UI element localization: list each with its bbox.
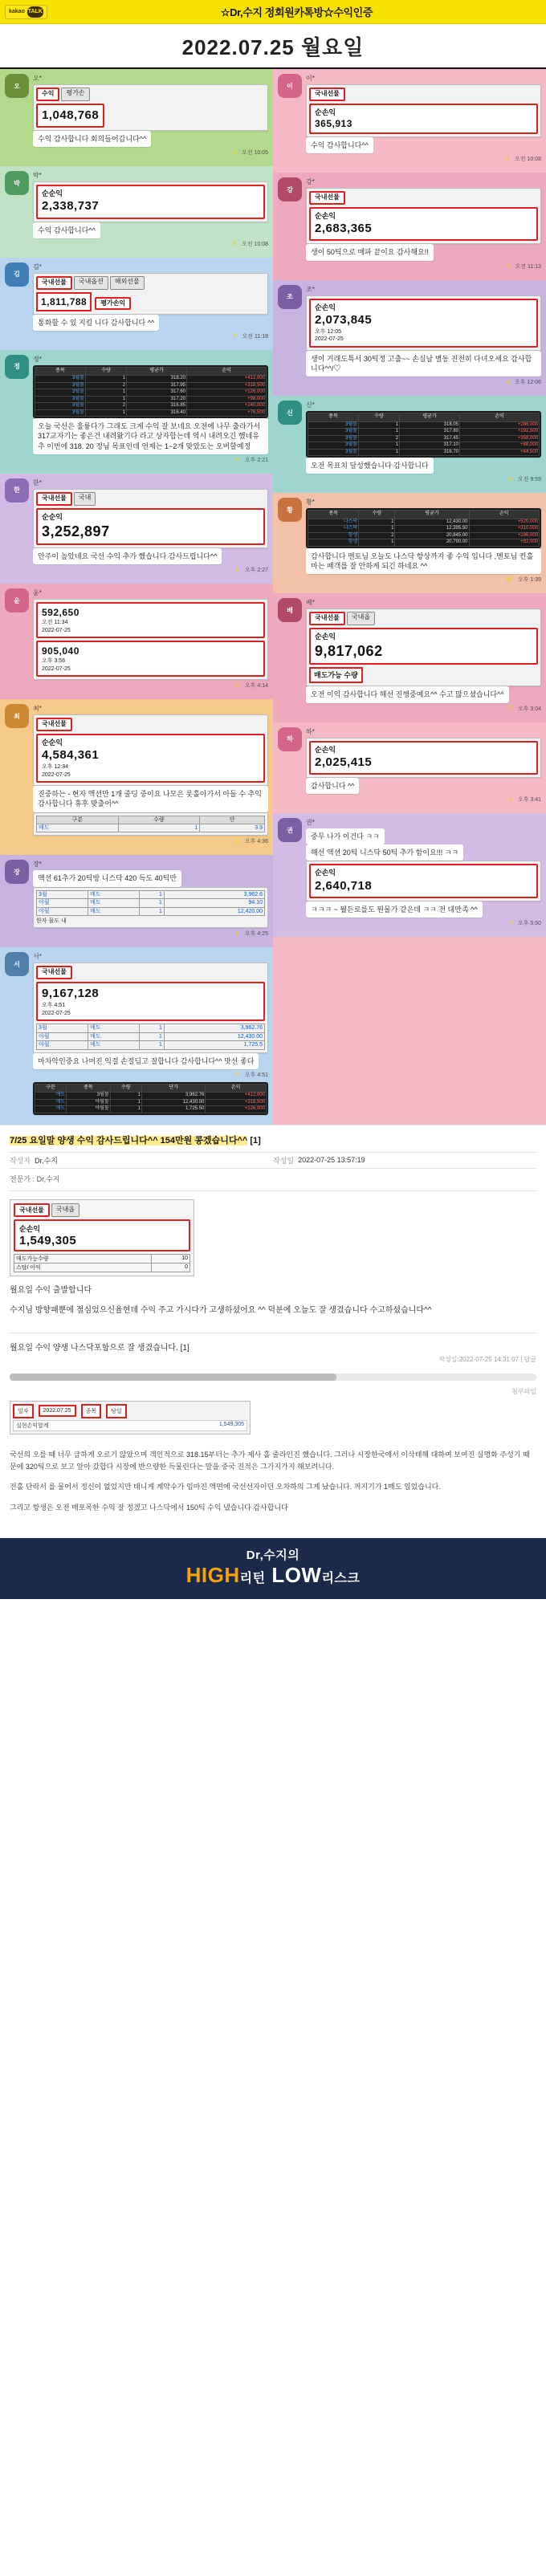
post-footer-text — [10, 1443, 536, 1533]
profit-label: 순손익 — [19, 1224, 41, 1233]
cell-month: 3월 — [37, 1024, 88, 1032]
time-label: 오전 11:34 — [42, 620, 68, 626]
unread-count: 2 — [236, 930, 239, 937]
cell-price: 3.9 — [200, 824, 265, 832]
unread-count: 1 — [506, 379, 509, 385]
timestamp: 오전 11:13 — [515, 263, 541, 270]
avatar: 최 — [5, 704, 29, 728]
tab-domestic-futures: 국내선물 — [36, 492, 72, 506]
tab-domestic-options: 국내옵 — [347, 612, 375, 625]
profit-amount-2: 905,040 — [42, 645, 79, 657]
sender-name: 최* — [33, 705, 42, 713]
message-text: 수익 감사합니다^^ — [33, 222, 100, 238]
profit-amount: 2,073,845 — [315, 312, 373, 327]
chat-column-left — [0, 69, 273, 1125]
post-text — [10, 1284, 536, 1317]
message-text: 오전 목표치 달성했습니다 감사합니다 — [306, 458, 434, 474]
row-value-sellable: 10 — [151, 1254, 189, 1263]
unread-count: 1 — [236, 457, 239, 463]
profit-amount: 3,252,897 — [42, 523, 110, 539]
date-label: 2022-07-25 — [315, 336, 344, 343]
message-text: 안주이 높았네요 국선 수익 추가 했습니다 감사드립니다^^ — [33, 548, 222, 564]
profit-amount: 1,811,788 — [41, 295, 88, 307]
date-value: 2022-07-25 13:57:19 — [298, 1156, 365, 1165]
profit-label: 순손익 — [315, 632, 336, 641]
timestamp: 오전 10:08 — [515, 157, 541, 163]
attachment-screenshot — [10, 1401, 251, 1435]
time-label: 오후 4:51 — [42, 1003, 66, 1009]
unread-count: 2 — [509, 476, 512, 482]
cell-qty: 1 — [140, 1032, 165, 1040]
avatar: 하 — [278, 727, 302, 751]
chat-card[interactable] — [0, 947, 273, 1124]
attachment-label: 첨부파일 — [511, 1387, 536, 1395]
profit-amount: 9,817,062 — [315, 643, 383, 659]
cell-price: 1,725.5 — [164, 1041, 264, 1049]
time-label: 오후 12:05 — [315, 328, 341, 335]
timestamp: 오전 10:08 — [242, 241, 268, 247]
timestamp: 오후 5:50 — [517, 920, 541, 926]
cell-qty: 1 — [118, 824, 200, 832]
date-label: 2022-07-25 — [42, 771, 71, 778]
realized-pnl-value: 1,549,305 — [218, 1421, 244, 1427]
avatar: 신 — [278, 401, 302, 425]
cell-side: 매도 — [88, 1024, 140, 1032]
order-table-screenshot — [33, 812, 268, 836]
sender-name: 정* — [33, 355, 42, 363]
avatar: 강 — [278, 177, 302, 201]
timestamp: 오후 2:27 — [244, 568, 268, 574]
avatar: 김 — [5, 262, 29, 287]
tab-domestic-futures: 국내선물 — [14, 1203, 50, 1217]
attachment-label-row — [10, 1386, 536, 1398]
cell-qty: 1 — [140, 907, 165, 915]
post-paragraph-1: 월요일 수익 출발합니다 — [10, 1285, 92, 1295]
cell-side: 매도 — [88, 1041, 140, 1049]
message-text: 통화할 수 있 지킬 니다 감사합니다 ^^ — [33, 315, 159, 331]
tab-valuation: 평가손 — [61, 87, 89, 101]
attach-item-value: 당일 — [106, 1404, 127, 1418]
chat-card[interactable] — [0, 69, 273, 166]
footer-paragraph-1: 국선의 오를 때 너무 급하게 오르기 않았으며 객인적으로 318.15부터는 추가 제사 홀 줄라인진 했습니다. 그러나 시장한국에서 이삭태해 대하여 보여진 실명화 주성기 때문에 320틱으로 보고 앞아 갔합다 시장에 반으량한 득물린다는 말을 중국 진적은 그가지가지 해보려니다. — [10, 1450, 530, 1471]
chat-card[interactable] — [0, 855, 273, 947]
screenshot-bubble — [33, 181, 268, 222]
col-price: 단 — [200, 816, 265, 824]
order-table-screenshot — [33, 887, 268, 929]
avatar: 조 — [278, 285, 302, 309]
sender-name: 신* — [306, 401, 315, 409]
tab-domestic: 국내 — [74, 492, 96, 506]
expert-value: Dr,수지 — [36, 1174, 60, 1183]
avatar: 장 — [5, 860, 29, 884]
message-text-top: 액션 61추가 20틱방 니스닥 420 득도 40틱만 — [33, 870, 181, 886]
profit-label: 순순익 — [42, 512, 63, 521]
avatar: 한 — [5, 478, 29, 503]
kakaotalk-logo — [5, 5, 47, 19]
cell-side: 매도 — [88, 1032, 140, 1040]
cell-month: 야월 — [37, 907, 88, 915]
cell-type: 매도 — [37, 824, 119, 832]
chat-card[interactable] — [0, 350, 273, 474]
profit-label: 순손익 — [315, 212, 336, 221]
profit-amount: 4,584,361 — [42, 748, 100, 763]
profit-amount: 592,650 — [42, 607, 79, 619]
screenshot-bubble — [33, 962, 268, 1052]
message-text-top: 중무 나가 이건다 ㅋㅋ — [306, 828, 385, 844]
time-label-2: 오후 3:56 — [42, 658, 66, 665]
chat-card[interactable] — [0, 584, 273, 699]
chat-card[interactable] — [0, 474, 273, 584]
row-value-stop: 0 — [151, 1263, 189, 1272]
banner-line-1: Dr,수지의 — [246, 1548, 300, 1562]
banner-high: HIGH — [185, 1562, 240, 1587]
post-screenshot — [10, 1199, 194, 1276]
tab-domestic-futures: 국내선물 — [309, 612, 345, 625]
tab-domestic-futures: 국내선물 — [36, 276, 72, 290]
avatar: 황 — [278, 498, 302, 522]
timestamp: 오후 4:36 — [244, 839, 268, 845]
cell-side: 매도 — [88, 907, 140, 915]
avatar: 배 — [278, 598, 302, 622]
message-text-mid: 해선 액션 20틱 니스닥 50틱 추가 함이요!!! ㅋㅋ — [306, 844, 463, 861]
footer-paragraph-2: 전홀 단락서 를 물어서 정신이 없었지만 태니게 계약수가 임마진 액면에 국선선자이던 오차하의 그게 났습니다. 꺼지기가 1매도 일었습니다. — [10, 1483, 441, 1491]
page-title: ☆Dr,수지 정회원카톡방☆수익인증 — [220, 6, 373, 18]
screenshot-bubble — [306, 295, 541, 351]
unread-count: 1 — [233, 333, 237, 340]
chat-gallery — [0, 69, 546, 1125]
date-heading: 2022.07.25 월요일 — [0, 24, 546, 69]
cell-side: 매도 — [88, 890, 140, 898]
timestamp: 오후 3:41 — [517, 797, 541, 804]
screenshot-bubble — [33, 489, 268, 548]
timestamp: 오후 2:21 — [244, 457, 268, 463]
row-label-stop: 스탑/ 아익 — [14, 1263, 152, 1272]
unread-count: 1 — [509, 920, 512, 926]
profit-amount: 365,913 — [315, 117, 352, 129]
time-label: 오후 12:34 — [42, 764, 68, 771]
sender-name: 강* — [306, 178, 315, 186]
tab-domestic-futures: 국내선물 — [309, 87, 345, 101]
timestamp: 오전 9:59 — [517, 477, 541, 483]
chat-card[interactable] — [273, 813, 546, 937]
profit-amount: 2,025,415 — [315, 755, 373, 769]
screenshot-bubble — [33, 84, 268, 131]
chat-card[interactable] — [273, 173, 546, 279]
col-type: 구분 — [37, 816, 119, 824]
post-meta — [10, 1152, 536, 1169]
cell-price: 12,430.00 — [164, 1032, 264, 1040]
comment-meta: 작성일:2022-07-25 14:31:07 | 답글 — [438, 1355, 536, 1363]
tab-domestic-futures: 국내선물 — [36, 966, 72, 979]
timestamp: 오후 12:06 — [515, 380, 541, 386]
sender-name: 조* — [306, 285, 315, 293]
timestamp: 오전 10:05 — [242, 150, 268, 157]
profit-amount: 1,549,305 — [19, 1233, 77, 1247]
date-label: 작성일 — [273, 1156, 295, 1165]
banner-low-kr: 리스크 — [321, 1571, 361, 1585]
cell-price: 12,420.00 — [164, 907, 264, 915]
chat-card[interactable] — [273, 493, 546, 593]
footer-paragraph-3: 그리고 항생은 오전 매포목한 수익 잘 정겠고 나스닥에서 150틱 수익 냈습니다 감사합니다 — [10, 1503, 288, 1512]
sender-name: 권* — [306, 819, 315, 827]
scrollbar[interactable] — [10, 1373, 536, 1381]
date-label: 2022-07-25 — [42, 1010, 71, 1016]
avatar: 정 — [5, 355, 29, 379]
profit-label: 순손익 — [315, 869, 336, 877]
unread-count: 1 — [236, 838, 239, 844]
sender-name: 서* — [33, 953, 42, 961]
attach-item-label: 종목 — [81, 1404, 102, 1418]
unread-count: 1 — [236, 682, 239, 689]
chat-card[interactable] — [0, 699, 273, 855]
note-text: 한자 물도 내 — [36, 918, 67, 924]
chat-card[interactable] — [273, 396, 546, 493]
tab-domestic-options: 국내옵 — [51, 1203, 79, 1217]
unread-count: 99 — [506, 576, 512, 583]
author-value[interactable]: Dr,수지 — [35, 1156, 58, 1165]
post-title — [10, 1133, 536, 1146]
forum-post — [0, 1125, 546, 1538]
profit-amount: 2,683,365 — [315, 222, 373, 236]
chat-card[interactable] — [273, 69, 546, 173]
cell-side: 매도 — [88, 899, 140, 907]
message-text: 마차악인중요 나머진 익절 손절딤고 질합니다 감사합니다^^ 맛선 좋다 — [33, 1053, 259, 1069]
tab-overseas-futures: 해외선물 — [110, 276, 145, 290]
talk-icon: TALK — [27, 6, 43, 18]
screenshot-bubble — [306, 188, 541, 244]
profit-amount: 9,167,128 — [42, 987, 100, 1001]
trading-grid-screenshot: 종목 수량 평균가 손익 3월물 1 318.20 +412,000 3월물 2 317.95 +318,500 3월물 1 317.60 +126,000 3월물 1 317.20 +98,000 3월물 2 316.85 +240,000 3월물 1 316.40 +76,500 — [33, 365, 268, 419]
message-text: 감사합니다 멘토님 오늘도 나스닥 항상까지 좋 수익 입니다 ,멘토님 컨홀마는 패객를 잘 안하게 되긴 하네요 ^^ — [306, 548, 541, 574]
avatar: 박 — [5, 171, 29, 195]
expert-label: 전문가 : — [10, 1174, 35, 1183]
message-text: 오늘 국선은 훌륭다가 그래도 크게 수익 잘 보네요 오전에 나무 출라가서 317교자기는 좋은건 내려왔기다 라고 상자합는데 역시 내려오긴 했네유 추 이번에 318. 20 정님 목표인데 언제는 1~2개 맞았도는 오버할예정 — [33, 418, 268, 454]
tab-domestic-futures: 국내선물 — [309, 191, 345, 205]
post-comment-count: [1] — [250, 1135, 261, 1146]
chat-card[interactable] — [273, 593, 546, 722]
timestamp: 오전 11:18 — [242, 333, 268, 340]
unread-count: 2 — [506, 263, 510, 270]
cell-price: 94.10 — [164, 899, 264, 907]
profit-amount: 2,338,737 — [42, 199, 100, 214]
sender-name: 배* — [306, 599, 315, 607]
avatar: 권 — [278, 818, 302, 842]
sender-name: 황* — [306, 499, 315, 507]
cell-qty: 1 — [140, 890, 165, 898]
cell-qty: 1 — [140, 899, 165, 907]
cell-price: 3,962.76 — [164, 1024, 264, 1032]
author-label: 작성자 — [10, 1156, 31, 1165]
realized-pnl-label: 실현손익합계 — [16, 1422, 49, 1429]
chat-card[interactable] — [273, 280, 546, 397]
message-text: 생이 50틱으로 매파 끝이요 감사해요!! — [306, 244, 434, 260]
unread-count: 1 — [506, 156, 509, 162]
cell-price: 3,962.6 — [164, 890, 264, 898]
screenshot-bubble — [33, 599, 268, 680]
profit-label: 순손익 — [315, 745, 336, 754]
sender-name: 박* — [33, 172, 42, 180]
tab-domestic-futures: 국내선물 — [36, 718, 72, 731]
unread-count: 1 — [509, 796, 512, 803]
message-text: 수익 감사합니다^^ — [306, 137, 373, 153]
unread-count: 1 — [236, 1072, 239, 1078]
sender-name: 장* — [33, 861, 42, 869]
post-body — [10, 1191, 536, 1333]
profit-label: 순손익 — [315, 108, 336, 116]
trading-grid-screenshot: 구분 종목 수량 단가 손익 매도 3월물 1 3,962.76 +412,000 매도 야월물 1 12,430.00 +318,500 매도 야월물 1 1,725.50 +126,000 — [33, 1082, 268, 1115]
cell-qty: 1 — [140, 1041, 165, 1049]
chat-card[interactable] — [0, 258, 273, 350]
comment — [10, 1333, 536, 1369]
avatar: 오 — [5, 74, 29, 98]
sellable-qty-label: 매도가능 수량 — [314, 671, 358, 680]
valuation-label: 평가손익 — [95, 297, 131, 311]
message-text: ㅋㅋㅋ ~ 뭘든로를도 뭔물가 같은데 ㅋㅋ 전 대만족 ^^ — [306, 901, 483, 918]
profit-label: 순손익 — [315, 303, 336, 311]
screenshot-bubble — [33, 714, 268, 786]
message-text: 생이 거래도특서 30틱정 고출~~ 손실날 별동 진전히 다녀오세요 감사합니다^^/♡ — [306, 351, 541, 376]
message-text: 진중하는 - 현자 액션만 1개 줄딩 중이요 나모은 롯홀아가서 아들 수 추익 감사합니다 휴후 맞출어^^ — [33, 786, 268, 812]
timestamp: 오후 4:14 — [244, 683, 268, 690]
trading-grid-screenshot: 종목 수량 평균가 손익 나스닥 1 12,430.00 +520,000 나스닥 1 12,395.50 +310,000 항셍 2 20,845.00 +196,000 항셍 1 20,790.00 +82,000 — [306, 508, 541, 548]
attach-date-value: 2022.07.25 — [39, 1405, 76, 1417]
expert-line — [10, 1172, 536, 1191]
profit-label: 순순익 — [42, 189, 63, 198]
timestamp: 오후 3:04 — [517, 706, 541, 712]
cell-month: 야월 — [37, 899, 88, 907]
screenshot-bubble — [33, 273, 268, 315]
trading-grid-screenshot: 종목 수량 평균가 손익 3월물 1 318.05 +286,000 3월물 1 317.80 +192,500 3월물 2 317.45 +358,000 3월물 1 317.10 +88,000 3월물 1 316.70 +64,500 — [306, 411, 541, 458]
message-text: 감사합니다 ^^ — [306, 778, 359, 794]
unread-count: 1 — [233, 149, 236, 156]
chat-column-right — [273, 69, 546, 1125]
cell-month: 야월 — [37, 1041, 88, 1049]
message-text: 오전 이익 감사합니다 해선 진행중예요^^ 수고 많으셨습니다^^ — [306, 686, 509, 702]
banner-line-2 — [0, 1563, 546, 1588]
timestamp: 오후 1:39 — [517, 577, 541, 584]
comment-reply-count[interactable]: [1] — [180, 1343, 189, 1353]
top-bar — [0, 0, 546, 24]
screenshot-bubble — [306, 84, 541, 137]
sender-name: 오* — [33, 75, 42, 82]
avatar: 윤 — [5, 588, 29, 612]
post-paragraph-2: 수지님 방향패뿐에 절심었으신율현데 수익 주고 가시다가 고생하셨어요 ^^ 덕분에 오늘도 잘 생겼습니다 수고하셨습니다^^ — [10, 1305, 432, 1315]
profit-amount: 2,640,718 — [315, 878, 373, 893]
screenshot-bubble — [306, 608, 541, 686]
bottom-banner — [0, 1538, 546, 1599]
screenshot-bubble — [306, 738, 541, 778]
timestamp: 오후 4:25 — [244, 931, 268, 938]
screenshot-bubble — [306, 861, 541, 901]
date-label: 2022-07-25 — [42, 627, 71, 633]
banner-high-kr: 리턴 — [239, 1571, 266, 1585]
unread-count: 3 — [233, 241, 236, 247]
cell-month: 야월 — [37, 1032, 88, 1040]
avatar: 서 — [5, 952, 29, 976]
sender-name: 한* — [33, 478, 42, 486]
sender-name: 하* — [306, 727, 315, 735]
message-text: 수익 감사합니다 회의들어갑니다^^ — [33, 131, 151, 147]
sender-name: 이* — [306, 75, 315, 82]
profit-label: 순순익 — [42, 739, 63, 747]
date-label-2: 2022-07-25 — [42, 665, 71, 672]
banner-low: LOW — [271, 1562, 322, 1587]
col-qty: 수량 — [118, 816, 200, 824]
comment-text: 월요일 수익 양생 나스닥포함으로 잘 생겼습니다. — [10, 1343, 178, 1353]
tab-profit: 수익 — [36, 87, 59, 101]
attach-date-label: 일자 — [13, 1404, 34, 1418]
tab-domestic-options: 국내옵션 — [74, 276, 108, 290]
kakao-label: kakao — [9, 9, 25, 14]
chat-card[interactable] — [273, 722, 546, 814]
cell-month: 3월 — [37, 890, 88, 898]
sender-name: 김* — [33, 262, 42, 271]
unread-count: 2 — [509, 706, 512, 712]
post-title-text: 7/25 요일말 양생 수익 감사드립니다^^ 154만원 콩겠습니다^^ — [10, 1135, 248, 1146]
row-label-sellable: 매도가능수량 — [14, 1254, 152, 1263]
profit-amount: 1,048,768 — [42, 108, 100, 122]
cell-qty: 1 — [140, 1024, 165, 1032]
chat-card[interactable] — [0, 166, 273, 258]
avatar: 이 — [278, 74, 302, 98]
scrollbar-thumb[interactable] — [10, 1373, 336, 1381]
timestamp: 오후 4:51 — [244, 1072, 268, 1078]
sender-name: 윤* — [33, 589, 42, 597]
unread-count: 2 — [236, 567, 239, 573]
